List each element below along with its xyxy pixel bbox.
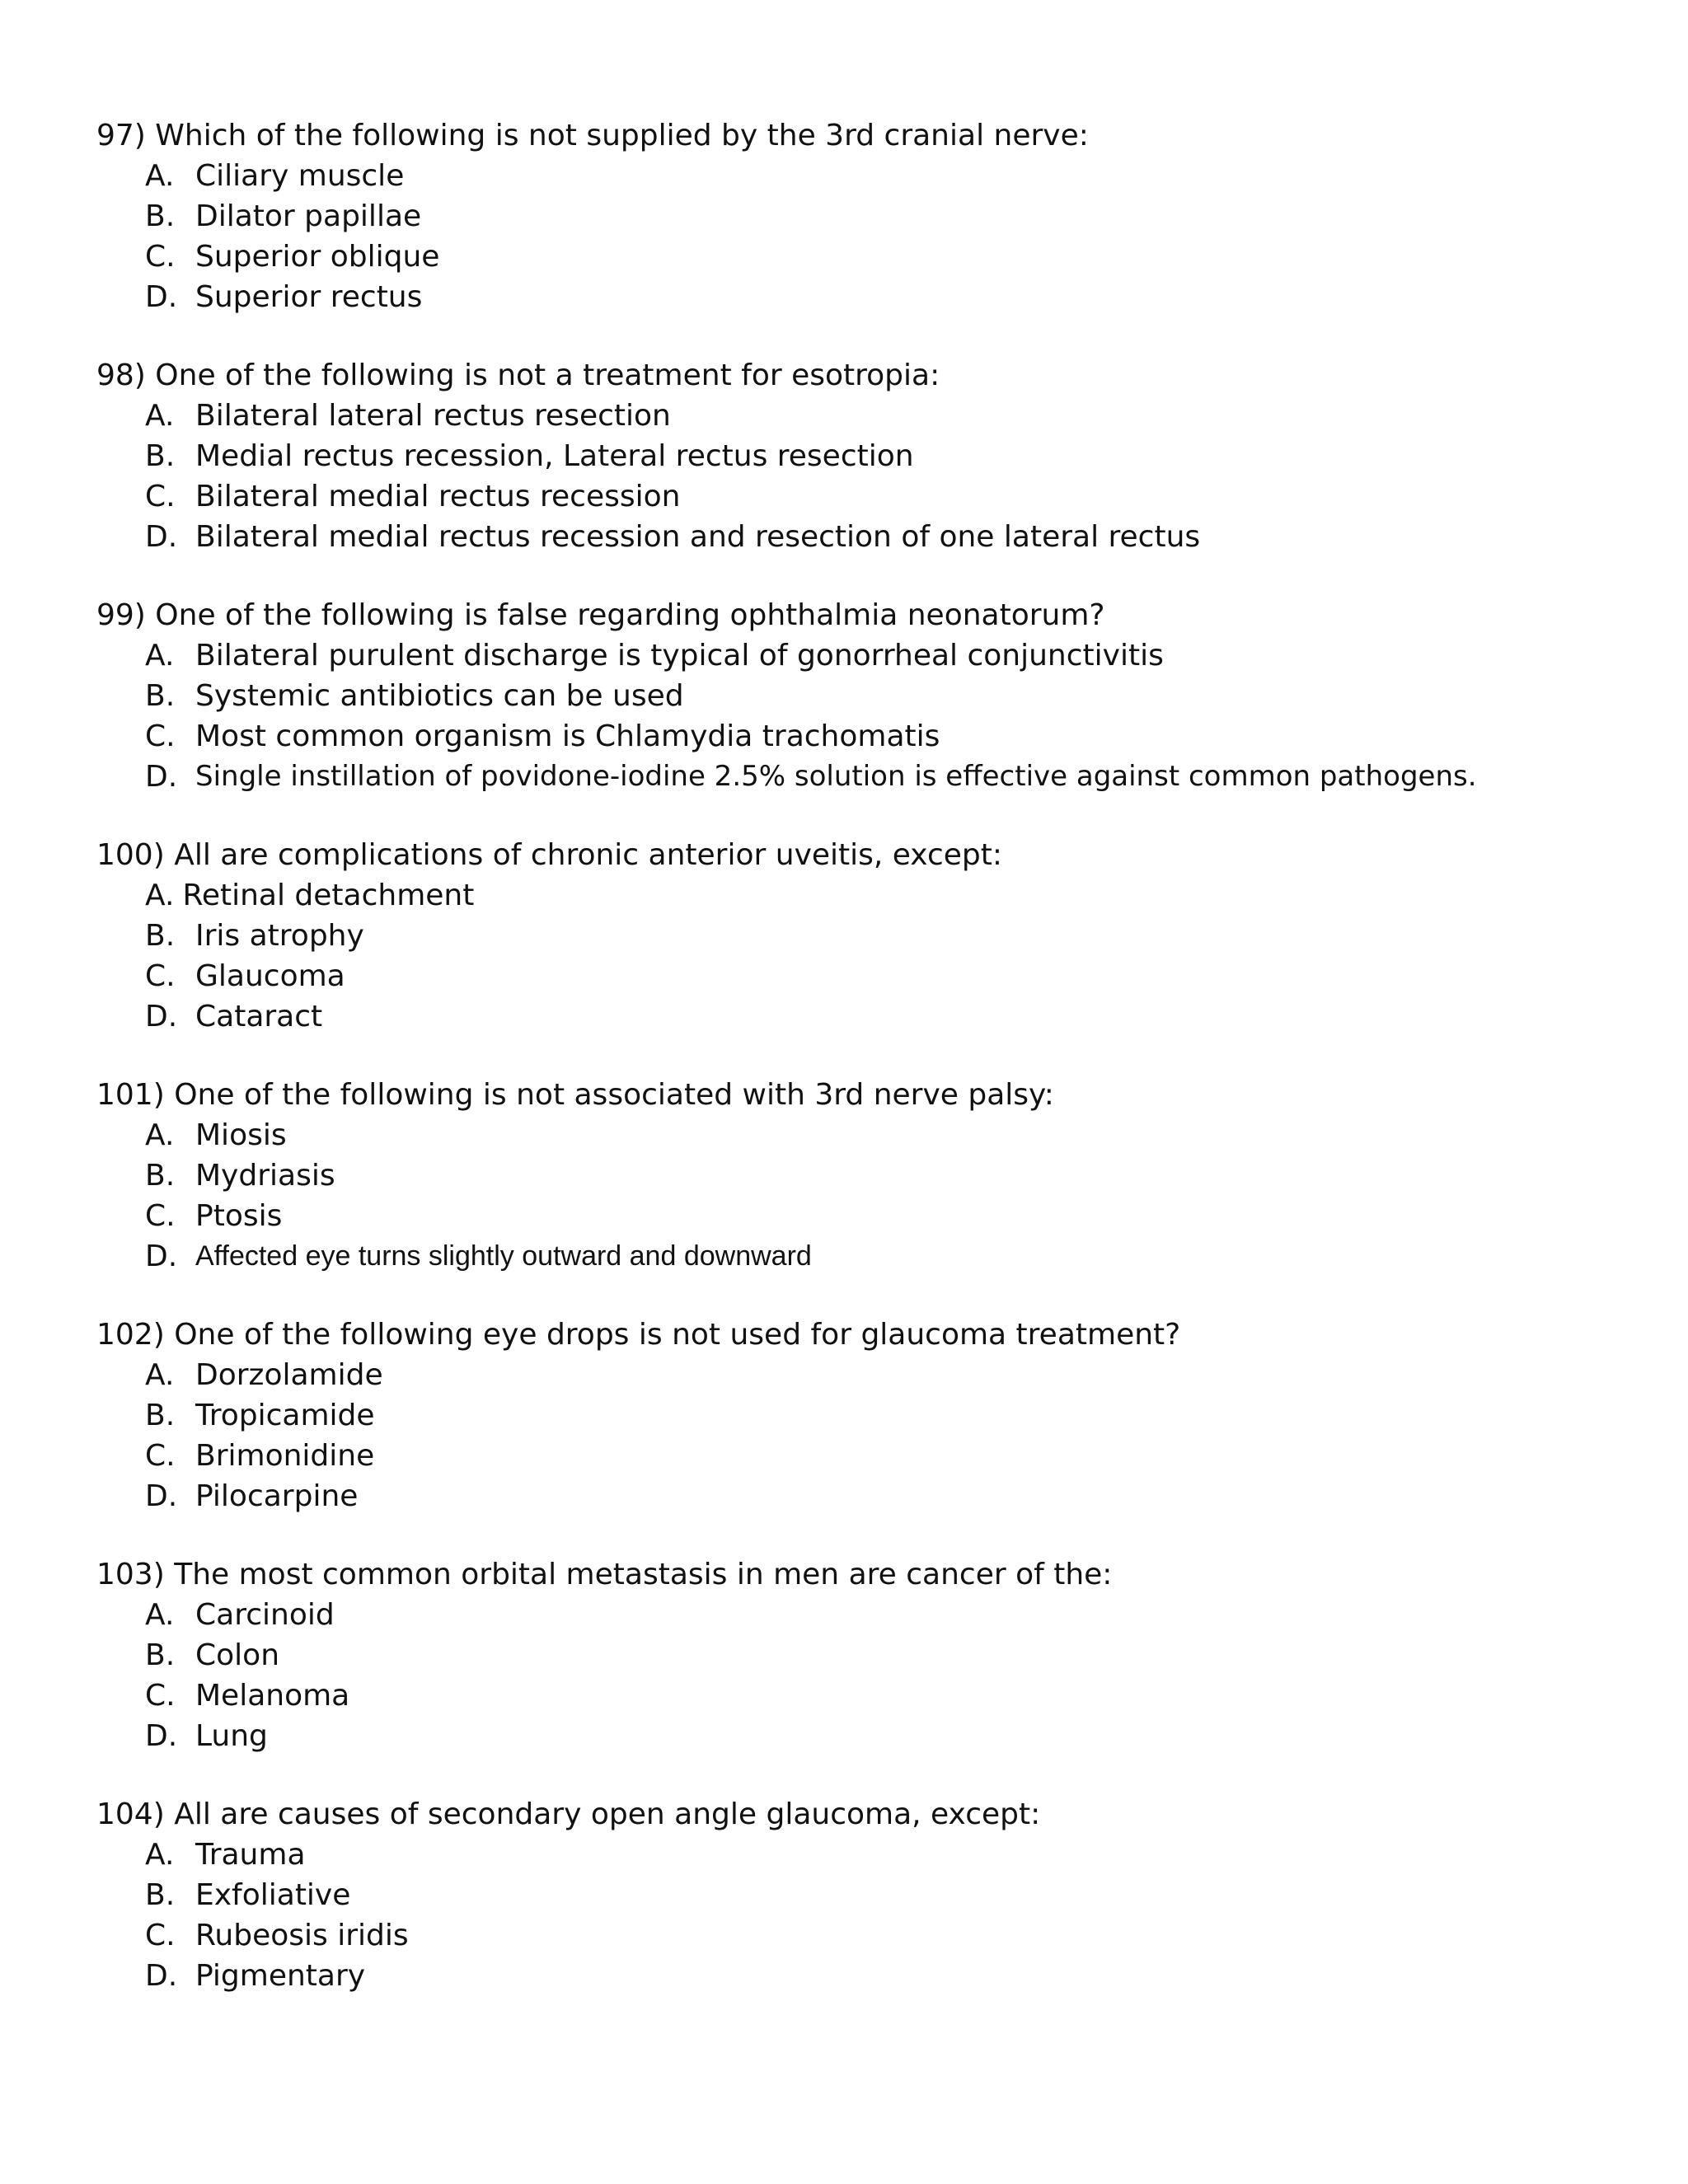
option-letter: A. <box>145 639 175 673</box>
option-d <box>145 1236 1646 1277</box>
option-c <box>145 1675 1646 1716</box>
question-98 <box>96 355 1646 557</box>
option-letter: D. <box>145 520 178 554</box>
question-99 <box>96 595 1646 797</box>
option-a <box>145 156 1646 196</box>
option-list <box>96 1115 1646 1277</box>
option-list <box>96 156 1646 317</box>
option-d <box>145 1476 1646 1516</box>
question-stem: 104) All are causes of secondary open angle glaucoma, except: <box>96 1797 1041 1831</box>
option-text: Brimonidine <box>195 1439 375 1473</box>
option-letter: C. <box>145 1919 176 1952</box>
option-text: Cataract <box>195 1000 323 1033</box>
option-text: Glaucoma <box>195 959 345 993</box>
question-stem: 102) One of the following eye drops is not used for glaucoma treatment? <box>96 1318 1181 1352</box>
option-letter: A. <box>145 1838 175 1872</box>
option-c <box>145 1196 1646 1236</box>
option-text: Bilateral lateral rectus resection <box>195 399 671 433</box>
option-letter: B. <box>145 439 176 473</box>
option-letter: A. <box>145 159 175 193</box>
option-letter: D. <box>145 280 178 314</box>
option-text: Ciliary muscle <box>195 159 405 193</box>
option-letter: B. <box>145 919 176 953</box>
option-c <box>145 476 1646 517</box>
option-d <box>145 996 1646 1037</box>
question-stem: 101) One of the following is not associated with 3rd nerve palsy: <box>96 1078 1054 1112</box>
question-stem: 100) All are complications of chronic anterior uveitis, except: <box>96 838 1003 872</box>
option-b <box>145 1395 1646 1436</box>
option-letter: D. <box>145 1719 178 1753</box>
option-letter: B. <box>145 1159 176 1193</box>
option-letter: B. <box>145 1399 176 1432</box>
option-a <box>145 396 1646 436</box>
question-stem: 98) One of the following is not a treatment for esotropia: <box>96 359 940 392</box>
option-b <box>145 1635 1646 1675</box>
question-101 <box>96 1075 1646 1277</box>
question-stem: 103) The most common orbital metastasis in men are cancer of the: <box>96 1558 1113 1591</box>
option-letter: D. <box>145 1959 178 1993</box>
option-text: Systemic antibiotics can be used <box>195 679 684 713</box>
option-letter: B. <box>145 1638 176 1672</box>
option-b <box>145 1155 1646 1196</box>
option-letter: B. <box>145 1878 176 1912</box>
option-letter: C. <box>145 240 176 274</box>
option-letter: C. <box>145 1679 176 1713</box>
option-list <box>96 635 1646 797</box>
option-text: Lung <box>195 1719 268 1753</box>
option-letter: D. <box>145 1000 178 1033</box>
option-letter: C. <box>145 959 176 993</box>
option-text: Carcinoid <box>195 1598 335 1632</box>
option-c <box>145 237 1646 277</box>
option-b <box>145 436 1646 476</box>
question-102 <box>96 1315 1646 1516</box>
option-d <box>145 757 1646 797</box>
option-text: Superior rectus <box>195 280 423 314</box>
option-letter: A. <box>145 1598 175 1632</box>
option-text: Affected eye turns slightly outward and downward <box>195 1240 812 1272</box>
option-letter: D. <box>145 760 178 794</box>
option-list <box>96 875 1646 1037</box>
option-letter: B. <box>145 679 176 713</box>
option-a <box>145 1595 1646 1635</box>
option-text: Melanoma <box>195 1679 350 1713</box>
option-text: Pigmentary <box>195 1959 366 1993</box>
option-list <box>96 396 1646 557</box>
option-b <box>145 196 1646 237</box>
question-97 <box>96 115 1646 317</box>
question-100 <box>96 835 1646 1037</box>
option-c <box>145 956 1646 996</box>
document-page <box>96 115 1646 2034</box>
option-d <box>145 517 1646 557</box>
option-list <box>96 1835 1646 1996</box>
option-letter: D. <box>145 1479 178 1513</box>
option-letter: A. <box>145 879 175 912</box>
option-letter: A. <box>145 1118 175 1152</box>
option-letter: A. <box>145 399 175 433</box>
option-text: Trauma <box>195 1838 306 1872</box>
option-text: Bilateral medial rectus recession and resection of one lateral rectus <box>195 520 1201 554</box>
option-text: Most common organism is Chlamydia trachomatis <box>195 719 940 753</box>
option-text: Retinal detachment <box>182 879 475 912</box>
option-text: Superior oblique <box>195 240 440 274</box>
option-text: Miosis <box>195 1118 287 1152</box>
option-b <box>145 916 1646 956</box>
option-a <box>145 1355 1646 1395</box>
option-text: Colon <box>195 1638 280 1672</box>
option-b <box>145 1875 1646 1915</box>
option-text: Rubeosis iridis <box>195 1919 409 1952</box>
option-a <box>145 635 1646 676</box>
option-text: Pilocarpine <box>195 1479 359 1513</box>
option-d <box>145 277 1646 317</box>
option-list <box>96 1355 1646 1516</box>
option-a <box>145 1835 1646 1875</box>
option-letter: C. <box>145 719 176 753</box>
option-text: Exfoliative <box>195 1878 351 1912</box>
option-text: Iris atrophy <box>195 919 364 953</box>
option-letter: D. <box>145 1240 178 1273</box>
option-letter: C. <box>145 480 176 513</box>
option-text: Bilateral purulent discharge is typical of gonorrheal conjunctivitis <box>195 639 1164 673</box>
option-list <box>96 1595 1646 1756</box>
option-text: Dilator papillae <box>195 199 422 233</box>
option-a <box>145 875 1646 916</box>
option-text: Bilateral medial rectus recession <box>195 480 681 513</box>
option-text: Single instillation of povidone-iodine 2.5% solution is effective against common pathogens. <box>195 760 1477 793</box>
option-text: Dorzolamide <box>195 1358 383 1392</box>
option-c <box>145 716 1646 757</box>
option-text: Tropicamide <box>195 1399 375 1432</box>
question-stem: 99) One of the following is false regarding ophthalmia neonatorum? <box>96 598 1105 632</box>
question-103 <box>96 1554 1646 1756</box>
option-letter: C. <box>145 1439 176 1473</box>
option-c <box>145 1915 1646 1956</box>
option-letter: C. <box>145 1199 176 1233</box>
option-b <box>145 676 1646 716</box>
question-104 <box>96 1794 1646 1996</box>
option-d <box>145 1956 1646 1996</box>
question-stem: 97) Which of the following is not supplied by the 3rd cranial nerve: <box>96 119 1089 152</box>
option-text: Ptosis <box>195 1199 283 1233</box>
option-text: Mydriasis <box>195 1159 335 1193</box>
option-text: Medial rectus recession, Lateral rectus resection <box>195 439 914 473</box>
option-letter: A. <box>145 1358 175 1392</box>
option-d <box>145 1716 1646 1756</box>
option-a <box>145 1115 1646 1155</box>
option-letter: B. <box>145 199 176 233</box>
option-c <box>145 1436 1646 1476</box>
